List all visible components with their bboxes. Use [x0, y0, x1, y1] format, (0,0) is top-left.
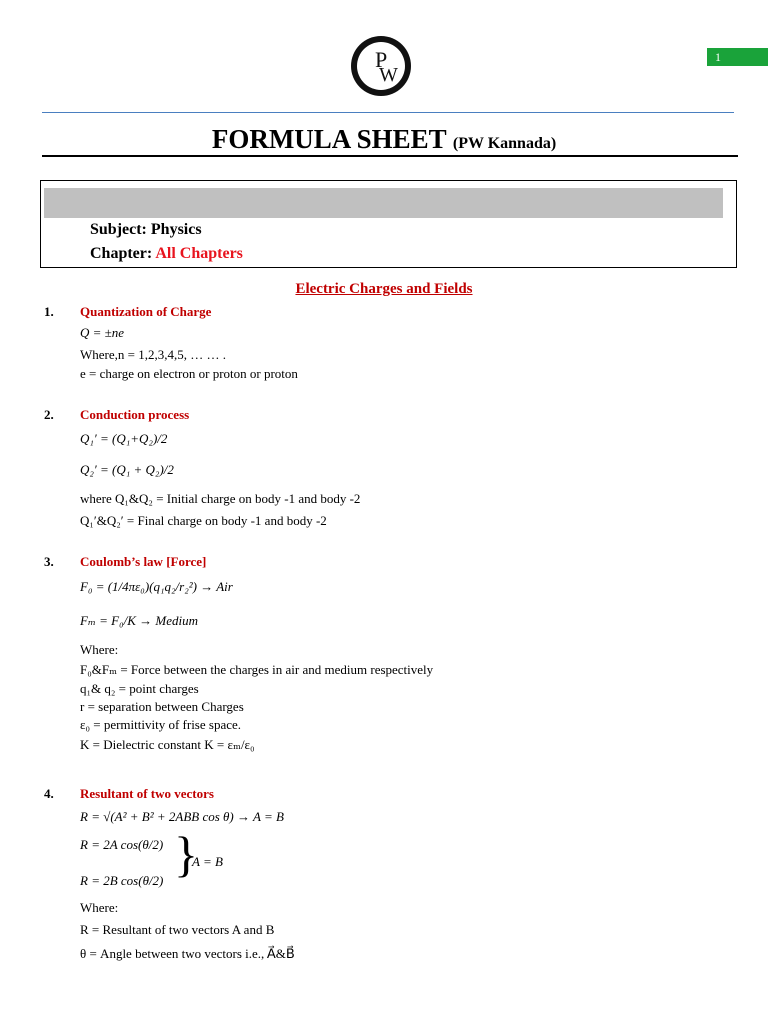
formula-line: ε₀ = permittivity of frise space.	[80, 717, 242, 732]
pw-logo-icon	[351, 36, 411, 96]
item-heading: Quantization of Charge	[80, 304, 212, 319]
formula-line: r = separation between Charges	[80, 699, 244, 714]
svg-text:P: P	[375, 47, 388, 72]
formula-line: Q₁′&Q₂′ = Final charge on body -1 and body -2	[80, 513, 327, 528]
title-sub: (PW Kannada)	[452, 135, 557, 152]
subject-value: Physics	[150, 221, 202, 238]
svg-text:W: W	[379, 64, 398, 86]
formula-line: Where,n = 1,2,3,4,5, … … .	[80, 347, 226, 362]
subject-label: Subject:	[90, 221, 147, 238]
formula-line: Q₂′ = (Q₁ + Q₂)/2	[80, 462, 174, 477]
info-box	[40, 180, 737, 268]
item-heading: Resultant of two vectors	[80, 786, 214, 801]
item-heading: Coulomb’s law [Force]	[80, 554, 207, 569]
section-title: Electric Charges and Fields	[295, 281, 473, 297]
chapter-label: Chapter:	[90, 245, 153, 262]
pw-logo	[351, 36, 411, 96]
item-number: 4.	[44, 786, 54, 801]
item-number: 2.	[44, 407, 54, 422]
formula-line: R = 2A cos(θ/2)	[80, 837, 164, 852]
formula-line: A = B	[192, 854, 223, 869]
formula-line: Q = ±ne	[80, 325, 125, 340]
formula-line: e = charge on electron or proton or proton	[80, 366, 298, 381]
formula-line: q₁& q₂ = point charges	[80, 681, 199, 696]
formula-line: Where:	[80, 900, 119, 915]
formula-line: R = Resultant of two vectors A and B	[80, 922, 275, 937]
brace-symbol: }	[174, 826, 198, 882]
formula-line: where Q₁&Q₂ = Initial charge on body -1 and body -2	[80, 491, 361, 506]
formula-item-4	[44, 786, 744, 966]
header-divider	[42, 112, 734, 113]
formula-line: K = Dielectric constant K = εₘ/ε₀	[80, 737, 255, 752]
info-box-banner	[44, 188, 723, 218]
formula-line: R = √(A² + B² + 2ABB cos θ) → A = B	[80, 809, 284, 824]
formula-line: Fₘ = F₀/K → Medium	[80, 613, 199, 628]
formula-item-2	[44, 407, 744, 532]
formula-line: θ = Angle between two vectors i.e., A⃗&B⃗	[80, 946, 295, 961]
item-number: 3.	[44, 554, 54, 569]
formula-line: F₀ = (1/4πε₀)(q₁q₂/r₂²) → Air	[80, 579, 233, 594]
formula-item-3	[44, 554, 744, 764]
formula-line: Q₁′ = (Q₁+Q₂)/2	[80, 431, 168, 446]
title-divider	[42, 155, 738, 157]
formula-item-1	[44, 304, 744, 384]
item-heading: Conduction process	[80, 407, 190, 422]
page-title	[0, 124, 768, 155]
chapter-value: All Chapters	[155, 245, 243, 262]
formula-line: F₀&Fₘ = Force between the charges in air and medium respectively	[80, 662, 434, 677]
item-number: 1.	[44, 304, 54, 319]
chapter-line	[90, 245, 243, 263]
formula-line: Where:	[80, 642, 119, 657]
formula-line: R = 2B cos(θ/2)	[80, 873, 164, 888]
page-number: 1	[707, 48, 768, 66]
title-main: FORMULA SHEET	[211, 124, 447, 154]
subject-line	[90, 221, 202, 239]
